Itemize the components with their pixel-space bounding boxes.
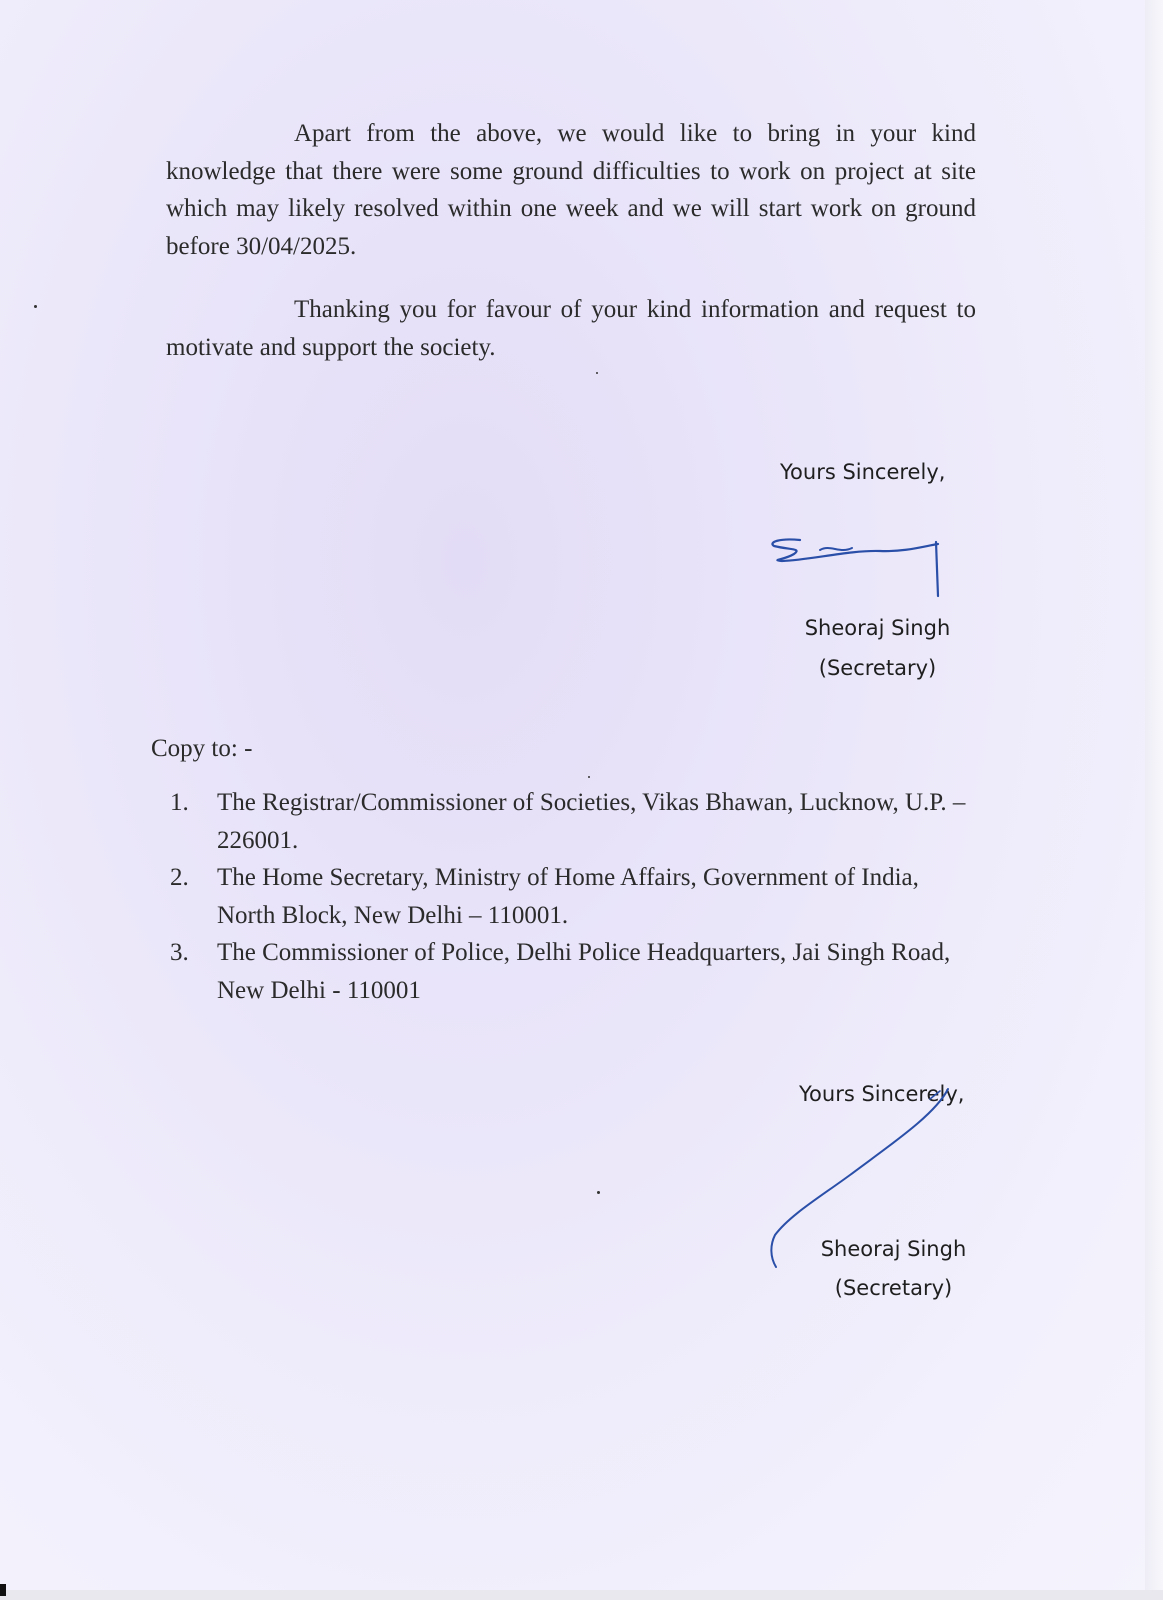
copy-to-item	[170, 859, 970, 934]
closing-salutation-2: Yours Sincerely,	[799, 1082, 965, 1106]
scan-speck	[588, 776, 590, 778]
copy-to-list	[170, 784, 970, 1009]
scan-speck	[596, 372, 598, 374]
copy-to-item-number: 1.	[170, 789, 189, 816]
copy-to-item-text: The Commissioner of Police, Delhi Police Headquarters, Jai Singh Road, New Delhi - 110001	[217, 939, 951, 1004]
scan-edge-mark	[0, 1584, 6, 1596]
signatory-name: Sheoraj Singh	[804, 616, 951, 640]
scan-speck	[34, 305, 37, 308]
signatory-title: (Secretary)	[818, 656, 937, 680]
copy-to-item-text: The Registrar/Commissioner of Societies, Vikas Bhawan, Lucknow, U.P. – 226001.	[217, 789, 966, 854]
body-paragraph-1: Apart from the above, we would like to bring in your kind knowledge that there were some ground difficulties to work on project at site which may likely resolved within one week and we will start work on ground before 30/04/2025.	[166, 120, 976, 260]
signatory-name-2: Sheoraj Singh	[820, 1237, 967, 1261]
body-paragraph-2: Thanking you for favour of your kind information and request to motivate and support the society.	[166, 296, 976, 361]
scan-edge-bottom	[0, 1590, 1163, 1600]
copy-to-item-number: 2.	[170, 864, 189, 891]
closing-salutation: Yours Sincerely,	[780, 460, 946, 484]
scan-edge-right	[1145, 0, 1163, 1600]
signatory-title-2: (Secretary)	[834, 1276, 953, 1300]
copy-to-item-number: 3.	[170, 939, 189, 966]
copy-to-item	[170, 784, 970, 859]
copy-to-item-text: The Home Secretary, Ministry of Home Affairs, Government of India, North Block, New Delhi – 110001.	[217, 864, 919, 929]
signature-mark	[760, 530, 965, 615]
copy-to-heading: Copy to: -	[151, 735, 253, 762]
copy-to-item	[170, 934, 970, 1009]
scan-speck	[597, 1191, 600, 1194]
